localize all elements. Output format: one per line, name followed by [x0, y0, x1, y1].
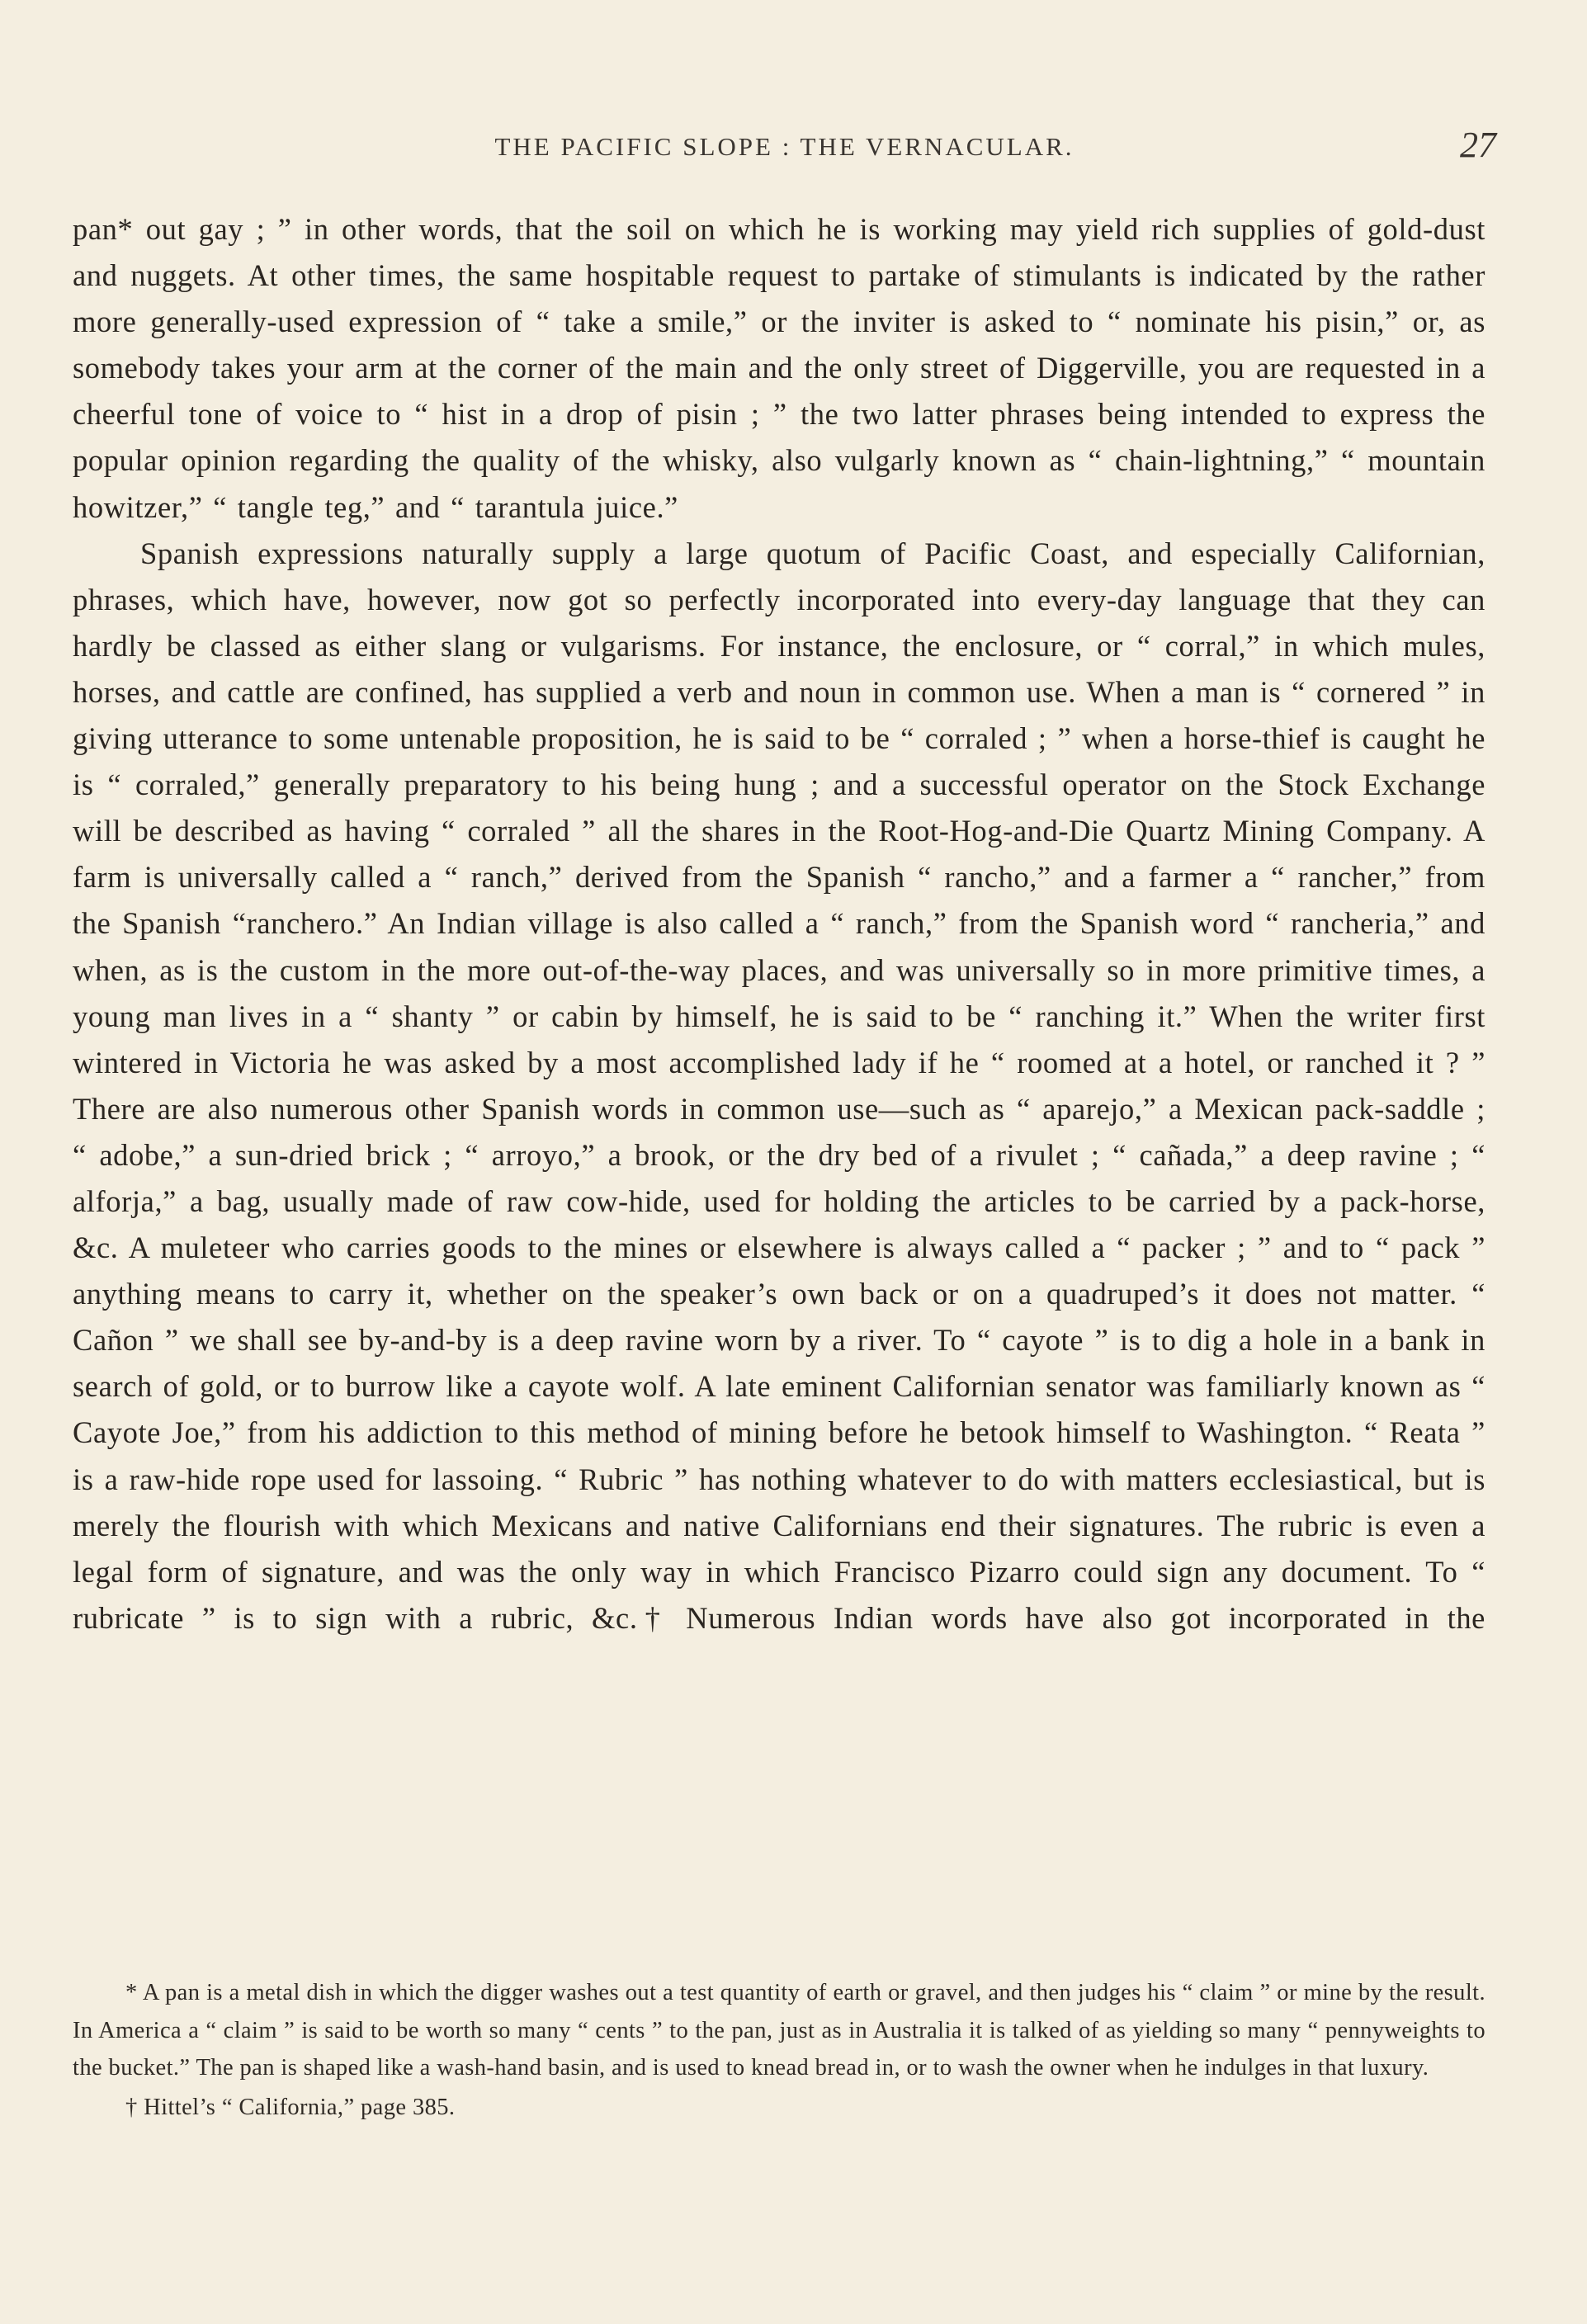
paragraph-spanish-expressions: Spanish expressions naturally supply a large quotum of Pacific Coast, and especially Californian, phrases, which have, however, now got so perfectly incorporated into every-day language that they can hardly be classed as either slang or vulgarisms. For instance, the enclosure, or “ corral,” in which mules, horses, and cattle are confined, has supplied a verb and noun in common use. When a man is “ cornered ” in giving utterance to some untenable proposition, he is said to be “ corraled ; ” when a horse-thief is caught he is “ corraled,” generally preparatory to his being hung ; and a successful operator on the Stock Exchange will be described as having “ corraled ” all the shares in the Root-Hog-and-Die Quartz Mining Company. A farm is universally called a “ ranch,” derived from the Spanish “ rancho,” and a farmer a “ rancher,” from the Spanish “ranchero.” An Indian village is also called a “ ranch,” from the Spanish word “ rancheria,” and when, as is the custom in the more out-of-the-way places, and was universally so in more primitive times, a young man lives in a “ shanty ” or cabin by himself, he is said to be “ ranching it.” When the writer first wintered in Victoria he was asked by a most accomplished lady if he “ roomed at a hotel, or ranched it ? ” There are also numerous other Spanish words in common use—such as “ aparejo,” a Mexican pack-saddle ; “ adobe,” a sun-dried brick ; “ arroyo,” a brook, or the dry bed of a rivulet ; “ cañada,” a deep ravine ; “ alforja,” a bag, usually made of raw cow-hide, used for holding the articles to be carried by a pack-horse, &c. A muleteer who carries goods to the mines or elsewhere is always called a “ packer ; ” and to “ pack ” anything means to carry it, whether on the speaker’s own back or on a quadruped’s it does not matter. “ Cañon ” we shall see by-and-by is a deep ravine worn by a river. To “ cayote ” is to dig a hole in a bank in search of gold, or to burrow like a cayote wolf. A late eminent Californian senator was familiarly known as “ Cayote Joe,” from his addiction to this method of mining before he betook himself to Washington. “ Reata ” is a raw-hide rope used for lassoing. “ Rubric ” has nothing whatever to do with matters ecclesiastical, but is merely the flourish with which Mexicans and native Californians end their signatures. The rubric is even a legal form of signature, and was the only way in which Francisco Pizarro could sign any document. To “ rubricate ” is to sign with a rubric, &c.† Numerous Indian words have also got incorporated in the — [73, 536, 1485, 1635]
footnotes — [73, 1974, 1485, 2126]
footnote-hittel: † Hittel’s “ California,” page 385. — [125, 2094, 456, 2120]
footnote-pan: * A pan is a metal dish in which the digger washes out a test quantity of earth or gravel, and then judges his “ claim ” or mine by the result. In America a “ claim ” is said to be worth so many “ cents ” to the pan, just as in Australia it is talked of as yielding so many “ pennyweights to the bucket.” The pan is shaped like a wash-hand basin, and is used to knead bread in, or to wash the owner when he indulges in that luxury. — [73, 1980, 1485, 2081]
page-header — [73, 124, 1496, 173]
page-number: 27 — [1460, 125, 1496, 165]
running-head: THE PACIFIC SLOPE : THE VERNACULAR. — [494, 132, 1075, 161]
body-text — [73, 206, 1485, 1641]
paragraph-continued: pan* out gay ; ” in other words, that the soil on which he is working may yield rich supplies of gold-dust and nuggets. At other times, the same hospitable request to partake of stimulants is indicated by the rather more generally-used expression of “ take a smile,” or the inviter is asked to “ nominate his pisin,” or, as somebody takes your arm at the corner of the main and the only street of Diggerville, you are requested in a cheerful tone of voice to “ hist in a drop of pisin ; ” the two latter phrases being intended to express the popular opinion regarding the quality of the whisky, also vulgarly known as “ chain-lightning,” “ mountain howitzer,” “ tangle teg,” and “ tarantula juice.” — [73, 212, 1485, 524]
